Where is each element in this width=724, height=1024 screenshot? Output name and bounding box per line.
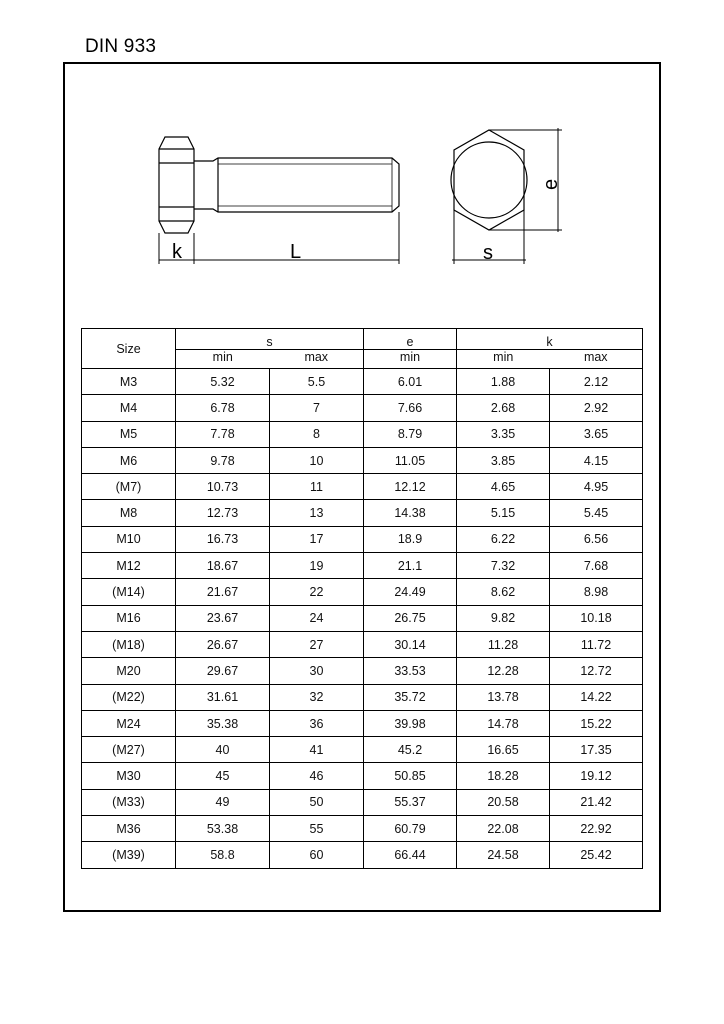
- cell-s-min: 5.32: [176, 369, 270, 395]
- table-row: [82, 500, 643, 526]
- cell-k-min: 1.88: [457, 369, 550, 395]
- cell-s-max: 30: [270, 658, 364, 684]
- cell-size: (M14): [82, 579, 176, 605]
- cell-k-max: 22.92: [550, 816, 643, 842]
- dim-label-e: e: [540, 178, 562, 190]
- cell-e-min: 50.85: [364, 763, 457, 789]
- header-k-min: min: [457, 350, 550, 369]
- cell-s-min: 7.78: [176, 421, 270, 447]
- dim-label-L: L: [290, 241, 302, 263]
- cell-size: (M33): [82, 789, 176, 815]
- cell-s-min: 18.67: [176, 553, 270, 579]
- cell-k-max: 15.22: [550, 710, 643, 736]
- cell-e-min: 26.75: [364, 605, 457, 631]
- cell-k-min: 16.65: [457, 737, 550, 763]
- cell-e-min: 7.66: [364, 395, 457, 421]
- cell-s-max: 7: [270, 395, 364, 421]
- cell-k-max: 2.12: [550, 369, 643, 395]
- cell-s-max: 36: [270, 710, 364, 736]
- cell-k-min: 2.68: [457, 395, 550, 421]
- table-row: [82, 447, 643, 473]
- cell-e-min: 39.98: [364, 710, 457, 736]
- cell-k-min: 22.08: [457, 816, 550, 842]
- cell-size: M3: [82, 369, 176, 395]
- cell-size: M16: [82, 605, 176, 631]
- cell-k-max: 8.98: [550, 579, 643, 605]
- cell-s-min: 6.78: [176, 395, 270, 421]
- cell-size: M6: [82, 447, 176, 473]
- table-row: [82, 421, 643, 447]
- cell-s-max: 46: [270, 763, 364, 789]
- cell-s-max: 17: [270, 526, 364, 552]
- cell-k-max: 3.65: [550, 421, 643, 447]
- cell-s-min: 10.73: [176, 474, 270, 500]
- cell-size: (M22): [82, 684, 176, 710]
- cell-size: (M18): [82, 631, 176, 657]
- dimension-k-L: [159, 212, 399, 264]
- cell-k-min: 13.78: [457, 684, 550, 710]
- cell-s-min: 9.78: [176, 447, 270, 473]
- header-e-min: min: [364, 350, 457, 369]
- cell-k-min: 4.65: [457, 474, 550, 500]
- cell-e-min: 60.79: [364, 816, 457, 842]
- cell-e-min: 35.72: [364, 684, 457, 710]
- cell-e-min: 18.9: [364, 526, 457, 552]
- cell-s-max: 55: [270, 816, 364, 842]
- cell-s-max: 32: [270, 684, 364, 710]
- table-row: [82, 737, 643, 763]
- cell-e-min: 12.12: [364, 474, 457, 500]
- cell-e-min: 30.14: [364, 631, 457, 657]
- cell-s-min: 53.38: [176, 816, 270, 842]
- cell-s-min: 35.38: [176, 710, 270, 736]
- bolt-technical-drawing: [0, 0, 724, 290]
- cell-k-min: 3.35: [457, 421, 550, 447]
- cell-size: M10: [82, 526, 176, 552]
- bolt-shank: [194, 158, 399, 212]
- cell-e-min: 8.79: [364, 421, 457, 447]
- table-row: [82, 369, 643, 395]
- cell-size: M12: [82, 553, 176, 579]
- table-row: [82, 842, 643, 868]
- table-row: [82, 816, 643, 842]
- cell-s-max: 22: [270, 579, 364, 605]
- cell-size: M5: [82, 421, 176, 447]
- cell-size: M24: [82, 710, 176, 736]
- table-row: [82, 526, 643, 552]
- cell-size: (M27): [82, 737, 176, 763]
- cell-s-min: 49: [176, 789, 270, 815]
- cell-s-max: 50: [270, 789, 364, 815]
- header-s-min: min: [176, 350, 270, 369]
- cell-s-max: 13: [270, 500, 364, 526]
- cell-s-max: 8: [270, 421, 364, 447]
- cell-s-min: 26.67: [176, 631, 270, 657]
- cell-s-max: 27: [270, 631, 364, 657]
- header-group-k: k: [457, 329, 643, 350]
- cell-size: M4: [82, 395, 176, 421]
- cell-k-min: 24.58: [457, 842, 550, 868]
- cell-e-min: 45.2: [364, 737, 457, 763]
- cell-size: M36: [82, 816, 176, 842]
- cell-k-max: 11.72: [550, 631, 643, 657]
- table-row: [82, 474, 643, 500]
- cell-k-min: 9.82: [457, 605, 550, 631]
- cell-s-max: 10: [270, 447, 364, 473]
- dim-label-k: k: [172, 241, 182, 263]
- cell-s-min: 40: [176, 737, 270, 763]
- cell-k-min: 8.62: [457, 579, 550, 605]
- cell-s-max: 24: [270, 605, 364, 631]
- header-size: Size: [82, 329, 176, 369]
- cell-k-max: 4.15: [550, 447, 643, 473]
- cell-k-min: 11.28: [457, 631, 550, 657]
- cell-k-min: 20.58: [457, 789, 550, 815]
- cell-k-min: 14.78: [457, 710, 550, 736]
- cell-k-max: 14.22: [550, 684, 643, 710]
- cell-k-max: 19.12: [550, 763, 643, 789]
- cell-k-max: 10.18: [550, 605, 643, 631]
- table-row: [82, 395, 643, 421]
- cell-s-max: 11: [270, 474, 364, 500]
- table-row: [82, 631, 643, 657]
- bolt-head-side: [159, 137, 194, 233]
- cell-k-max: 5.45: [550, 500, 643, 526]
- cell-e-min: 66.44: [364, 842, 457, 868]
- table-row: [82, 658, 643, 684]
- cell-s-min: 12.73: [176, 500, 270, 526]
- cell-size: M20: [82, 658, 176, 684]
- header-k-max: max: [550, 350, 643, 369]
- cell-e-min: 55.37: [364, 789, 457, 815]
- cell-e-min: 6.01: [364, 369, 457, 395]
- dim-label-s: s: [483, 242, 493, 264]
- table-row: [82, 605, 643, 631]
- cell-k-max: 7.68: [550, 553, 643, 579]
- cell-k-min: 18.28: [457, 763, 550, 789]
- hex-head-top-view: [451, 130, 527, 230]
- cell-k-max: 17.35: [550, 737, 643, 763]
- cell-k-max: 25.42: [550, 842, 643, 868]
- table-row: [82, 579, 643, 605]
- header-group-e: e: [364, 329, 457, 350]
- cell-s-min: 16.73: [176, 526, 270, 552]
- cell-s-min: 29.67: [176, 658, 270, 684]
- cell-e-min: 24.49: [364, 579, 457, 605]
- table-row: [82, 710, 643, 736]
- cell-k-max: 2.92: [550, 395, 643, 421]
- cell-size: M30: [82, 763, 176, 789]
- cell-size: (M7): [82, 474, 176, 500]
- cell-k-max: 12.72: [550, 658, 643, 684]
- cell-size: (M39): [82, 842, 176, 868]
- table-row: [82, 763, 643, 789]
- header-s-max: max: [270, 350, 364, 369]
- cell-k-min: 6.22: [457, 526, 550, 552]
- cell-s-min: 23.67: [176, 605, 270, 631]
- table-row: [82, 684, 643, 710]
- cell-s-max: 41: [270, 737, 364, 763]
- cell-k-min: 3.85: [457, 447, 550, 473]
- cell-k-max: 6.56: [550, 526, 643, 552]
- document-title: DIN 933: [85, 36, 157, 57]
- header-group-s: s: [176, 329, 364, 350]
- cell-e-min: 14.38: [364, 500, 457, 526]
- cell-k-min: 5.15: [457, 500, 550, 526]
- cell-k-max: 4.95: [550, 474, 643, 500]
- cell-s-max: 60: [270, 842, 364, 868]
- cell-k-min: 12.28: [457, 658, 550, 684]
- cell-s-max: 19: [270, 553, 364, 579]
- table-row: [82, 553, 643, 579]
- cell-s-min: 21.67: [176, 579, 270, 605]
- table-row: [82, 789, 643, 815]
- cell-k-min: 7.32: [457, 553, 550, 579]
- cell-s-max: 5.5: [270, 369, 364, 395]
- cell-k-max: 21.42: [550, 789, 643, 815]
- dimensions-table: [81, 328, 643, 869]
- cell-e-min: 21.1: [364, 553, 457, 579]
- cell-size: M8: [82, 500, 176, 526]
- cell-e-min: 33.53: [364, 658, 457, 684]
- cell-e-min: 11.05: [364, 447, 457, 473]
- cell-s-min: 45: [176, 763, 270, 789]
- cell-s-min: 58.8: [176, 842, 270, 868]
- table-body: [82, 369, 643, 869]
- cell-s-min: 31.61: [176, 684, 270, 710]
